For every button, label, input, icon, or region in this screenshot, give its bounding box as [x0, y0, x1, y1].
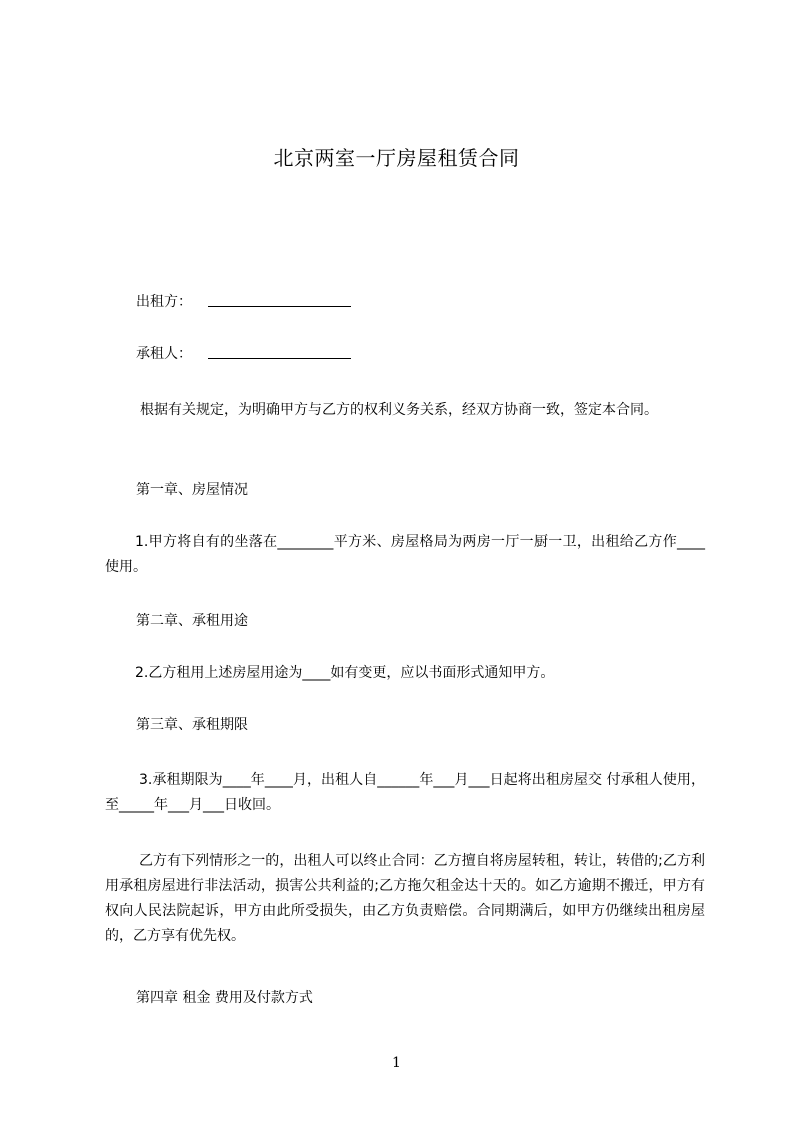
lessee-blank-field: [208, 358, 351, 359]
clause1-paragraph: 1.甲方将自有的坐落在________平方米、房屋格局为两房一厅一厨一卫，出租给乙方作____使用。: [105, 534, 705, 575]
chapter2-heading: 第二章、承租用途: [136, 613, 248, 629]
chapter1-heading: 第一章、房屋情况: [136, 482, 248, 498]
termination-paragraph: 乙方有下列情形之一的，出租人可以终止合同：乙方擅自将房屋转租，转让，转借的;乙方利用承租房屋进行非法活动，损害公共利益的;乙方拖欠租金达十天的。如乙方逾期不搬迁，甲方有权向人民法院起诉，甲方由此所受损失，由乙方负责赔偿。合同期满后，如甲方仍继续出租房屋的，乙方享有优先权。: [105, 853, 705, 944]
lessee-label: 承租人：: [136, 346, 192, 362]
clause2-paragraph: 2.乙方租用上述房屋用途为____如有变更，应以书面形式通知甲方。: [135, 665, 555, 681]
lessor-label: 出租方：: [136, 294, 192, 310]
clause3-paragraph: 3.承租期限为____年____月，出租人自______年___月___日起将出租房屋交 付承租人使用，至_____年___月___日收回。: [105, 772, 705, 813]
chapter4-heading: 第四章 租金 费用及付款方式: [136, 990, 313, 1006]
chapter3-heading: 第三章、承租期限: [136, 717, 248, 733]
lessor-blank-field: [208, 306, 351, 307]
page-number: 1: [392, 1055, 401, 1071]
document-title: 北京两室一厅房屋租赁合同: [273, 146, 520, 170]
intro-paragraph: 根据有关规定，为明确甲方与乙方的权利义务关系，经双方协商一致，签定本合同。: [140, 402, 658, 418]
